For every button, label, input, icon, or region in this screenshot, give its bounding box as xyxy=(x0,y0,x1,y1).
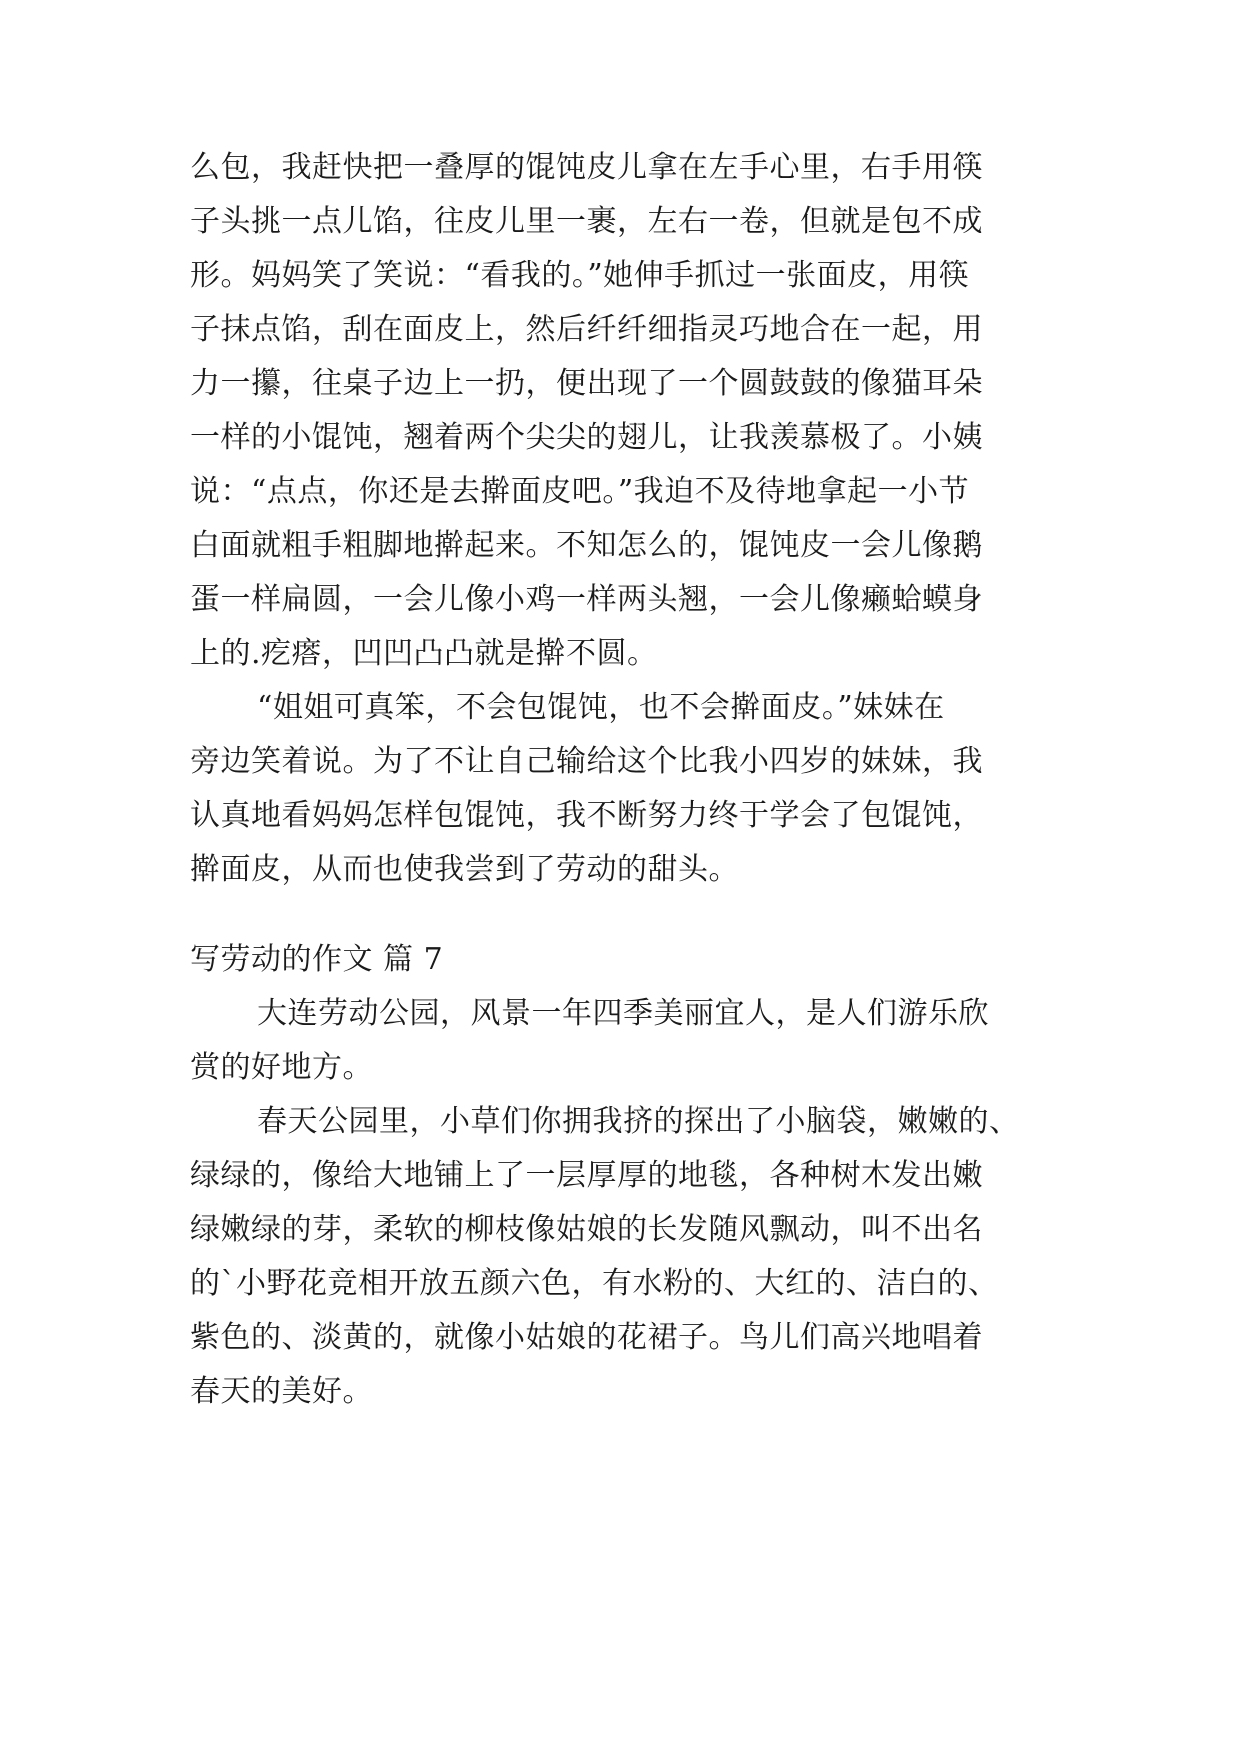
text-line: 白面就粗手粗脚地擀起来。不知怎么的，馄饨皮一会儿像鹅 xyxy=(190,528,983,563)
text-line: 一样的小馄饨，翘着两个尖尖的翅儿，让我羡慕极了。小姨 xyxy=(190,420,983,455)
text-line: 形。妈妈笑了笑说：“看我的。”她伸手抓过一张面皮，用筷 xyxy=(190,258,970,293)
section-heading: 写劳动的作文 篇 7 xyxy=(190,942,444,977)
text-line: 子头挑一点儿馅，往皮儿里一裹，左右一卷，但就是包不成 xyxy=(190,204,983,239)
text-line: 么包，我赶快把一叠厚的馄饨皮儿拿在左手心里，右手用筷 xyxy=(190,150,983,185)
text-line: 的`小野花竞相开放五颜六色，有水粉的、大红的、洁白的、 xyxy=(190,1266,999,1301)
text-line: 旁边笑着说。为了不让自己输给这个比我小四岁的妹妹，我 xyxy=(190,744,983,779)
paragraph-first-line: “姐姐可真笨，不会包馄饨，也不会擀面皮。”妹妹在 xyxy=(257,690,945,725)
text-line: 绿绿的，像给大地铺上了一层厚厚的地毯，各种树木发出嫩 xyxy=(190,1158,983,1193)
text-line: 上的.疙瘩，凹凹凸凸就是擀不圆。 xyxy=(190,636,658,671)
text-line: 力一攥，往桌子边上一扔，便出现了一个圆鼓鼓的像猫耳朵 xyxy=(190,366,983,401)
text-line: 紫色的、淡黄的，就像小姑娘的花裙子。鸟儿们高兴地唱着 xyxy=(190,1320,983,1355)
paragraph-first-line: 大连劳动公园，风景一年四季美丽宜人，是人们游乐欣 xyxy=(257,996,989,1031)
text-line: 蛋一样扁圆，一会儿像小鸡一样两头翘，一会儿像癞蛤蟆身 xyxy=(190,582,983,617)
text-line: 子抹点馅，刮在面皮上，然后纤纤细指灵巧地合在一起，用 xyxy=(190,312,983,347)
text-line: 赏的好地方。 xyxy=(190,1050,373,1085)
text-line: 认真地看妈妈怎样包馄饨，我不断努力终于学会了包馄饨， xyxy=(190,798,983,833)
text-line: 绿嫩绿的芽，柔软的柳枝像姑娘的长发随风飘动，叫不出名 xyxy=(190,1212,983,1247)
text-line: 擀面皮，从而也使我尝到了劳动的甜头。 xyxy=(190,852,739,887)
text-line: 说：“点点，你还是去擀面皮吧。”我迫不及待地拿起一小节 xyxy=(190,474,970,509)
paragraph-first-line: 春天公园里，小草们你拥我挤的探出了小脑袋，嫩嫩的、 xyxy=(257,1104,1020,1139)
text-line: 春天的美好。 xyxy=(190,1374,373,1409)
